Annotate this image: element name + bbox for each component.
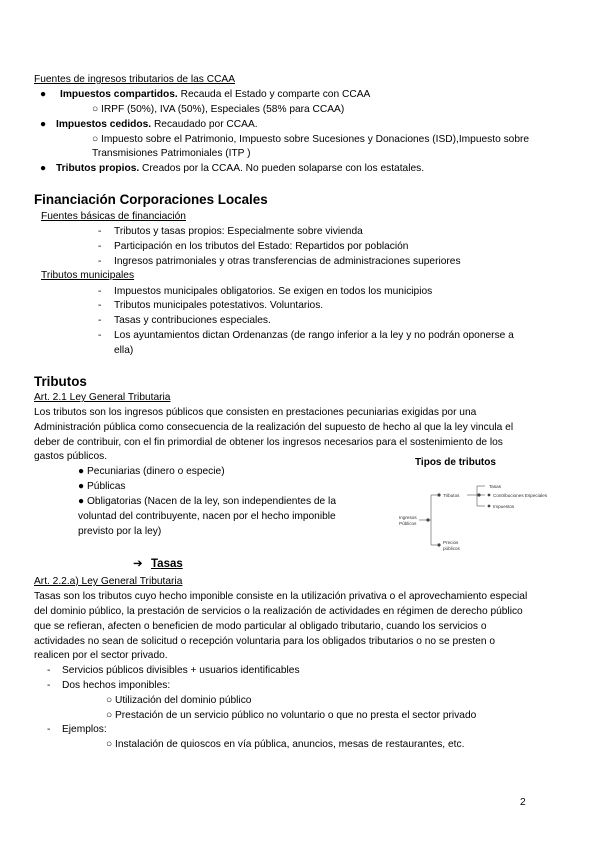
bullet-icon: ●	[40, 163, 47, 174]
dash-icon: -	[98, 226, 102, 237]
cedidos-sub-2: Transmisiones Patrimoniales (ITP )	[92, 148, 251, 159]
propios-bold: Tributos propios.	[56, 163, 140, 174]
tipos-tributos-diagram	[397, 457, 567, 567]
municipales-heading: Tributos municipales	[41, 270, 135, 281]
tributos-para-line: deber de contribuir, con el fin primordial de obtener los ingresos necesarios para el sostenimiento de los	[34, 437, 503, 448]
fuentes-item: Participación en los tributos del Estado: Repartidos por población	[114, 241, 409, 252]
locales-title: Financiación Corporaciones Locales	[34, 192, 268, 207]
dash-icon: -	[47, 665, 51, 676]
diagram-node-precios-1: Precios	[443, 540, 459, 545]
tributos-para-line: Los tributos son los ingresos públicos que consisten en prestaciones pecuniarias exigidas por una	[34, 407, 477, 418]
diagram-node-impuestos: Impuestos	[493, 504, 515, 509]
tasas-para-line: Tasas son los tributos cuyo hecho imponible consiste en la utilización privativa o el aprovechamiento especial	[34, 591, 528, 602]
bullet-icon: ●	[40, 119, 47, 130]
tributos-para-line: gastos públicos.	[34, 451, 108, 462]
tasas-para-line: realicen por el sector privado.	[34, 650, 168, 661]
dash-icon: -	[98, 315, 102, 326]
tasas-subitem: ○ Prestación de un servicio público no voluntario o que no presta el sector privado	[106, 710, 477, 721]
municipales-item-cont: ella)	[114, 345, 134, 356]
page-number: 2	[520, 797, 526, 808]
diagram-title: Tipos de tributos	[415, 457, 496, 468]
municipales-item: Tributos municipales potestativos. Voluntarios.	[114, 300, 324, 311]
diagram-node-contribuciones: Contribuciones Especiales	[493, 493, 548, 498]
bullet-icon: ●	[40, 89, 47, 100]
tributos-bullet: ● Pecuniarias (dinero o especie)	[78, 466, 225, 477]
dash-icon: -	[98, 300, 102, 311]
tributos-bullet: ● Obligatorias (Nacen de la ley, son independientes de la	[78, 496, 336, 507]
tasas-para-line: del dominio público, la prestación de servicios o la realización de actividades en régimen de derecho público	[34, 606, 523, 617]
dash-icon: -	[47, 680, 51, 691]
tasas-art-heading: Art. 2.2.a) Ley General Tributaria	[34, 576, 183, 587]
diagram-root-line1: Ingresos	[399, 515, 417, 520]
tributos-bullet-cont: voluntad del contribuyente, nacen por el hecho imponible	[78, 511, 336, 522]
tributos-bullet-cont: previsto por la ley)	[78, 526, 162, 537]
diagram-node-precios-2: públicos	[443, 546, 460, 551]
compartidos-line	[60, 87, 370, 102]
cedidos-bold: Impuestos cedidos.	[56, 119, 152, 130]
tasas-para-line: que se refieran, afecten o beneficien de modo particular al obligado tributario, cuando los servicios o	[34, 621, 487, 632]
propios-line	[56, 161, 424, 176]
arrow-right-icon: ➔	[133, 558, 143, 570]
cedidos-sub-1: ○ Impuesto sobre el Patrimonio, Impuesto sobre Sucesiones y Donaciones (ISD),Impuesto sobre	[92, 134, 530, 145]
tasas-subitem: ○ Instalación de quioscos en vía pública, anuncios, mesas de restaurantes, etc.	[106, 739, 465, 750]
tasas-subitem: ○ Utilización del dominio público	[106, 695, 252, 706]
diagram-root-line2: Públicos	[399, 521, 417, 526]
dash-icon: -	[98, 256, 102, 267]
propios-text: Creados por la CCAA. No pueden solaparse con los estatales.	[139, 163, 425, 174]
tasas-item: Servicios públicos divisibles + usuarios identificables	[62, 665, 300, 676]
tasas-item: Ejemplos:	[62, 724, 107, 735]
dash-icon: -	[98, 330, 102, 341]
cedidos-text: Recaudado por CCAA.	[151, 119, 258, 130]
diagram-node-tributos: Tributos	[443, 493, 460, 498]
tributos-art-heading: Art. 2.1 Ley General Tributaria	[34, 392, 171, 403]
municipales-item: Los ayuntamientos dictan Ordenanzas (de rango inferior a la ley y no podrán oponerse a	[114, 330, 514, 341]
fuentes-item: Ingresos patrimoniales y otras transferencias de administraciones superiores	[114, 256, 461, 267]
dash-icon: -	[98, 241, 102, 252]
municipales-item: Impuestos municipales obligatorios. Se exigen en todos los municipios	[114, 286, 433, 297]
tributos-bullet: ● Públicas	[78, 481, 126, 492]
tributos-para-line: Administración pública como consecuencia de la realización del supuesto de hecho al que la ley vincula el	[34, 422, 514, 433]
tributos-title: Tributos	[34, 374, 87, 389]
diagram-node-tasas: Tasas	[489, 484, 501, 489]
tasas-para-line: actividades no sean de solicitud o recepción voluntaria para los obligados tributarios o no se presten o	[34, 636, 495, 647]
tasas-title: Tasas	[151, 558, 183, 570]
dash-icon: -	[98, 286, 102, 297]
compartidos-bold: Impuestos compartidos.	[60, 89, 178, 100]
compartidos-sub: ○ IRPF (50%), IVA (50%), Especiales (58% para CCAA)	[92, 104, 345, 115]
cedidos-line	[56, 117, 258, 132]
fuentes-heading: Fuentes básicas de financiación	[41, 211, 186, 222]
tasas-item: Dos hechos imponibles:	[62, 680, 171, 691]
fuentes-item: Tributos y tasas propios: Especialmente sobre vivienda	[114, 226, 363, 237]
ccaa-heading: Fuentes de ingresos tributarios de las CCAA	[34, 74, 236, 85]
municipales-item: Tasas y contribuciones especiales.	[114, 315, 271, 326]
diagram-connectors	[397, 457, 567, 567]
compartidos-text: Recauda el Estado y comparte con CCAA	[177, 89, 371, 100]
dash-icon: -	[47, 724, 51, 735]
